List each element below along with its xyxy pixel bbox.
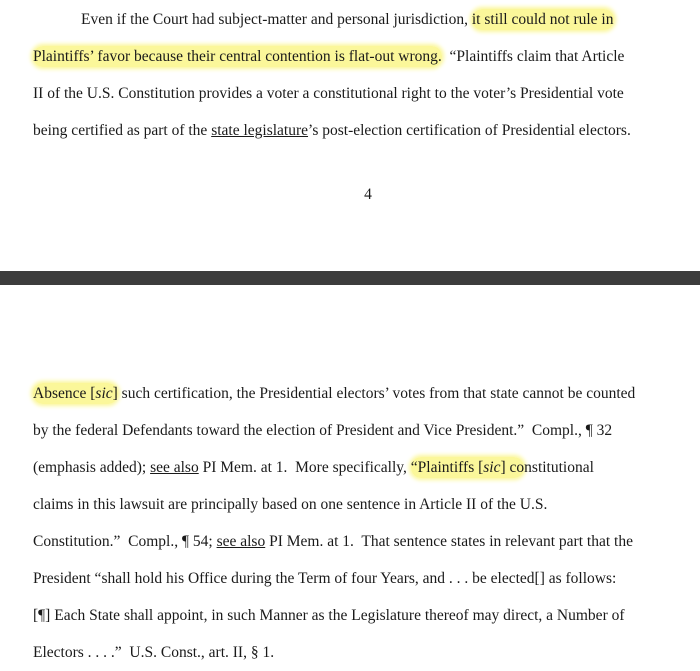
text-run: claims in this lawsuit are principally based on one sentence in Article II of the U.S. <box>33 496 548 513</box>
paragraph-bottom <box>33 375 673 671</box>
text-line <box>33 112 673 149</box>
text-run: Electors . . . .” U.S. Const., art. II, § 1. <box>33 644 275 661</box>
page-number: 4 <box>364 186 372 203</box>
italic-text: sic <box>95 385 113 402</box>
document-page-top <box>0 0 700 271</box>
text-run: PI Mem. at 1. That sentence states in relevant part that the <box>265 533 633 550</box>
text-line <box>33 75 673 112</box>
highlighted-text <box>411 457 524 478</box>
text-line <box>33 560 673 597</box>
text-line <box>33 1 673 38</box>
underlined-text: state legislature <box>211 122 309 139</box>
highlighted-text: Plaintiffs’ favor because their central contention is flat-out wrong. <box>33 48 442 65</box>
text-line <box>33 412 673 449</box>
text-line <box>33 375 673 412</box>
text-run: Absence [ <box>33 385 96 402</box>
text-line <box>33 449 673 486</box>
text-run: nstitutional <box>524 459 594 476</box>
text-run: PI Mem. at 1. More specifically, <box>198 459 411 476</box>
text-run: ’s post-election certification of Presidential electors. <box>308 122 631 139</box>
text-run: Even if the Court had subject-matter and personal jurisdiction, <box>81 11 472 28</box>
text-run: by the federal Defendants toward the election of President and Vice President.” Compl., ¶ 32 <box>33 422 613 439</box>
text-line <box>33 597 673 634</box>
text-run: [¶] Each State shall appoint, in such Manner as the Legislature thereof may direct, a Number of <box>33 607 625 624</box>
underlined-text: see also <box>216 533 266 550</box>
text-run: “Plaintiffs [ <box>410 459 484 476</box>
text-run: ] co <box>500 459 525 476</box>
text-run: “Plaintiffs claim that Article <box>441 48 625 65</box>
text-run: such certification, the Presidential electors’ votes from that state cannot be counted <box>117 385 636 402</box>
text-line <box>33 634 673 671</box>
highlighted-text: it still could not rule in <box>471 11 614 28</box>
text-line <box>33 38 673 75</box>
italic-text: sic <box>483 459 501 476</box>
text-run: II of the U.S. Constitution provides a voter a constitutional right to the voter’s Presidential vote <box>33 85 624 102</box>
page-separator <box>0 271 700 285</box>
text-line <box>33 523 673 560</box>
highlighted-text <box>33 383 118 404</box>
paragraph-top <box>33 1 673 149</box>
text-run: President “shall hold his Office during the Term of four Years, and . . . be elected[] as follows: <box>33 570 617 587</box>
text-run: being certified as part of the <box>33 122 212 139</box>
text-run: ] <box>112 385 118 402</box>
document-page-bottom <box>0 285 700 668</box>
text-run: (emphasis added); <box>33 459 151 476</box>
text-run: Constitution.” Compl., ¶ 54; <box>33 533 217 550</box>
underlined-text: see also <box>150 459 199 476</box>
text-line <box>33 486 673 523</box>
